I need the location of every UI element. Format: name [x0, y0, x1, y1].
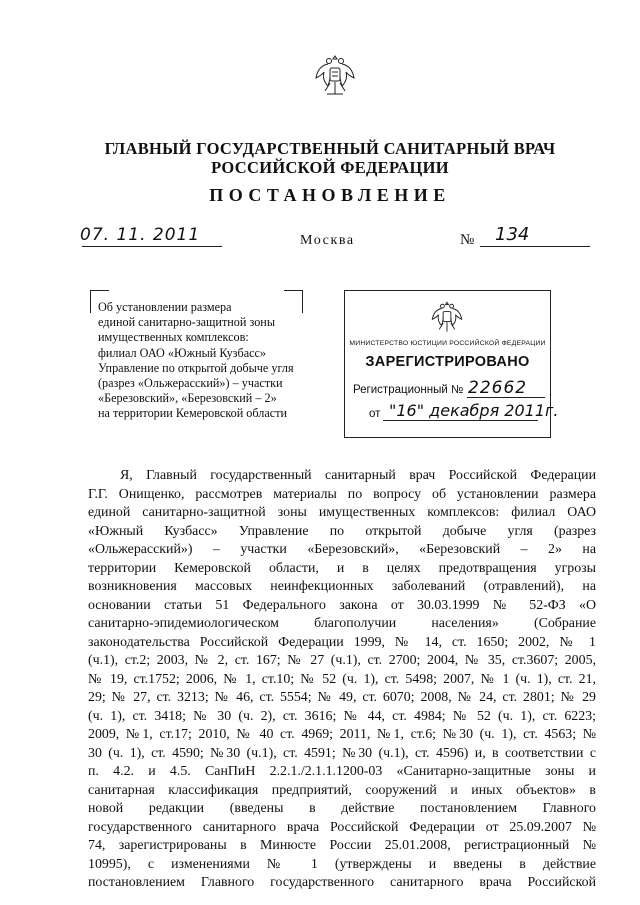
- body-line: 29; № 27, ст. 3213; № 46, ст. 5554; № 49, ст. 6070; 2008, № 24, ст. 2801; № 29: [88, 690, 596, 705]
- body-line: 74, зарегистрированы в Минюсте России 25.01.2008, регистрационный №: [88, 838, 596, 853]
- body-line: основании статьи 51 Федерального закона от 30.03.1999 № 52-ФЗ «О: [88, 597, 596, 613]
- subject-line: Об установлении размера: [98, 300, 232, 314]
- document-date: 07. 11. 2011: [80, 225, 201, 245]
- body-line: «Ольжерасский») – участки «Березовский», «Березовский – 2» на: [88, 542, 596, 557]
- subject-line: Управление по открытой добыче угля: [98, 360, 294, 375]
- date-underline: [82, 246, 222, 247]
- body-line: территории Кемеровской области, и в целях предотвращения угрозы: [88, 560, 596, 576]
- body-line: п. 4.2. и 4.5. СанПиН 2.2.1./2.1.1.1200-03 «Санитарно-защитные зоны и: [88, 764, 596, 779]
- stamp-ministry: МИНИСТЕРСТВО ЮСТИЦИИ РОССИЙСКОЙ ФЕДЕРАЦИИ: [349, 340, 546, 347]
- authority-country: РОССИЙСКОЙ ФЕДЕРАЦИИ: [211, 158, 449, 177]
- stamp-date-underline: [383, 420, 538, 421]
- subject-line: «Березовский», «Березовский – 2»: [98, 391, 277, 406]
- body-line: 10995), с изменениями № 1 (утверждены и введены в действие: [88, 856, 596, 872]
- body-line: возникновения массовых неинфекционных заболеваний (отравлений), на: [88, 579, 596, 594]
- body-line: 2009, №1, ст.17; 2010, № 40 ст. 4969; 2011, №1, ст.6; №30 (ч. 1), ст. 4563; №: [88, 727, 596, 742]
- body-line: № 19, ст.1752; 2006, № 1, ст.10; № 52 (ч. 1), ст. 5498; 2007, № 1 (ч. 1), ст. 21,: [88, 671, 596, 687]
- subject-line: филиал ОАО «Южный Кузбасс»: [98, 345, 267, 360]
- stamp-date-prefix: от: [369, 408, 381, 420]
- coat-of-arms-icon: [313, 52, 357, 98]
- subject-line: (разрез «Ольжерасский») – участки: [98, 376, 283, 391]
- registration-stamp: [344, 290, 559, 438]
- body-line: санитарно-эпидемиологическом благополучии населения» (Собрание: [88, 616, 596, 631]
- document-type: ПОСТАНОВЛЕНИЕ: [209, 185, 451, 205]
- body-line: (ч.1), ст.2; 2003, № 2, ст. 167; № 27 (ч.1), ст. 2700; 2004, № 35, ст.3607; 2005,: [88, 653, 596, 668]
- number-sign: №: [460, 232, 475, 248]
- body-line: постановлением Главного государственного санитарного врача Российской: [88, 875, 596, 890]
- subject-block: [98, 300, 298, 422]
- subject-line: имущественных комплексов:: [98, 330, 249, 345]
- subject-line: на территории Кемеровской области: [98, 406, 288, 421]
- document-city: Москва: [300, 233, 355, 248]
- body-line: Я, Главный государственный санитарный врач Российской Федерации: [120, 468, 596, 483]
- body-line: законодательства Российской Федерации 1999, № 14, ст. 1650; 2002, № 1: [88, 634, 596, 650]
- stamp-registration-label: Регистрационный №: [353, 384, 464, 396]
- number-underline: [480, 246, 590, 247]
- body-line: единой санитарно-защитной зоны имущественных комплексов: филиал ОАО: [88, 505, 596, 520]
- stamp-number-underline: [467, 397, 545, 398]
- body-line: санитарная классификация предприятий, сооружений и иных объектов» в: [88, 782, 596, 798]
- body-line: государственного санитарного врача Российской Федерации от 25.09.2007 №: [88, 819, 596, 835]
- stamp-coat-of-arms-icon: [430, 299, 464, 335]
- subject-line: единой санитарно-защитной зоны: [98, 315, 276, 330]
- stamp-registration-date: "16" декабря 2011г.: [389, 401, 559, 420]
- body-line: новой редакции (введены в действие постановлением Главного: [88, 801, 596, 816]
- resolution-body: [88, 467, 596, 893]
- stamp-registration-number: 22662: [468, 378, 528, 398]
- body-line: (ч. 1), ст. 3418; № 30 (ч. 2), ст. 3616; № 44, ст. 4984; № 52 (ч. 1), ст. 6223;: [88, 708, 596, 724]
- body-line: «Южный Кузбасс» Управление по открытой добыче угля (разрез: [88, 523, 596, 539]
- stamp-registered: ЗАРЕГИСТРИРОВАНО: [365, 354, 530, 370]
- body-line: 30 (ч. 1), ст. 4590; №30 (ч.1), ст. 4591; №30 (ч.1), ст. 4596) и, в соответствии с: [88, 745, 596, 761]
- body-line: Г.Г. Онищенко, рассмотрев материалы по вопросу об установлении размера: [88, 486, 596, 502]
- document-number: 134: [495, 224, 530, 245]
- authority-title: ГЛАВНЫЙ ГОСУДАРСТВЕННЫЙ САНИТАРНЫЙ ВРАЧ: [104, 139, 556, 158]
